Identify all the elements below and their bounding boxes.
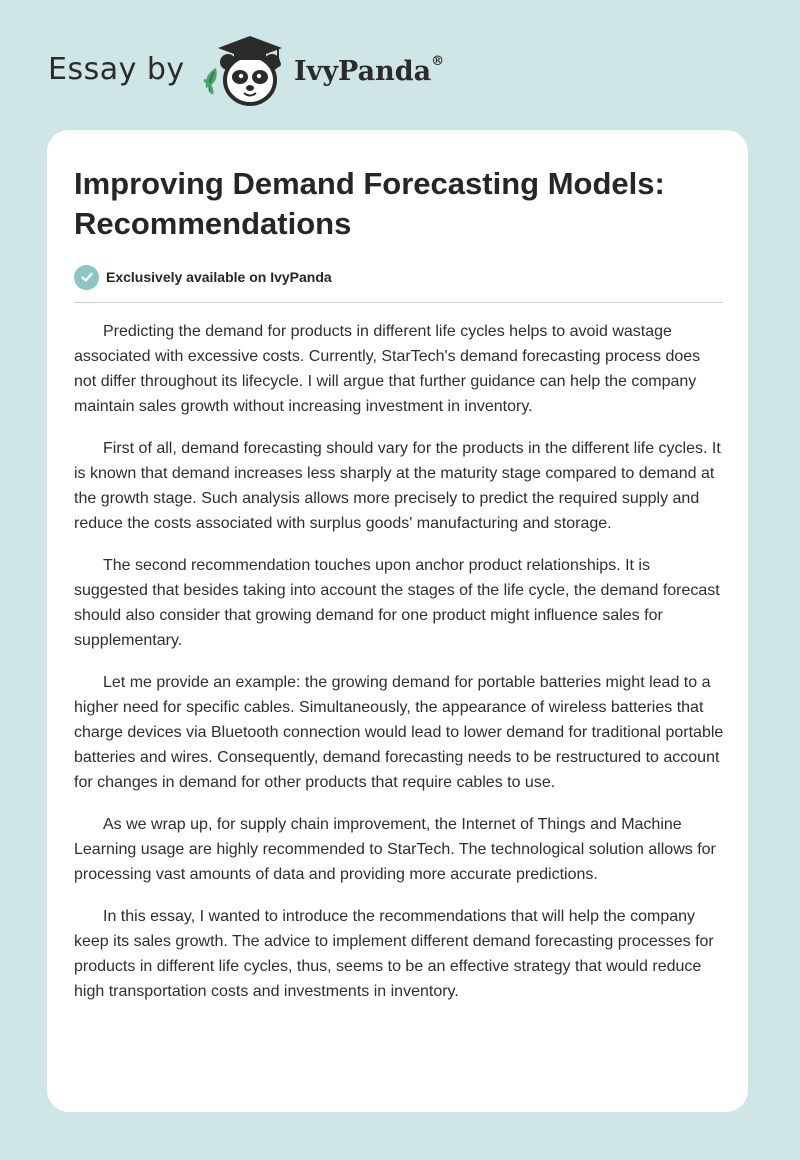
paragraph: Let me provide an example: the growing demand for portable batteries might lead to a higher need for specific cables. Simultaneously, the appearance of wireless batteries that charge devices via Bluetooth connection would lead to lower demand for traditional portable batteries and wires. Consequently, demand forecasting needs to be restructured to account for changes in demand for other products that require cables to use. [74,674,724,791]
paragraph: As we wrap up, for supply chain improvement, the Internet of Things and Machine Learning usage are highly recommended to StarTech. The technological solution allows for processing vast amounts of data and providing more accurate predictions. [74,816,716,883]
essay-body [74,319,726,1021]
divider [74,302,723,303]
site-header [48,30,548,110]
brand-label: IvyPanda [294,56,432,87]
exclusive-badge [74,264,332,290]
paragraph: The second recommendation touches upon anchor product relationships. It is suggested that besides taking into account the stages of the life cycle, the demand forecast should also consider that growing demand for one product might influence sales for supplementary. [74,557,720,649]
check-icon [74,265,99,290]
panda-logo-icon[interactable] [200,30,300,110]
paragraph: First of all, demand forecasting should vary for the products in the different life cycles. It is known that demand increases less sharply at the maturity stage compared to demand at the growth stage. Such analysis allows more precisely to predict the required supply and reduce the costs associated with surplus goods' manufacturing and storage. [74,440,721,532]
essay-title: Improving Demand Forecasting Models: Recommendations [74,166,665,241]
paragraph: In this essay, I wanted to introduce the recommendations that will help the company keep its sales growth. The advice to implement different demand forecasting processes for products in different life cycles, thus, seems to be an effective strategy that would reduce high transportation costs and investments in inventory. [74,908,714,1000]
paragraph: Predicting the demand for products in different life cycles helps to avoid wastage associated with excessive costs. Currently, StarTech's demand forecasting process does not differ throughout its lifecycle. I will argue that further guidance can help the company maintain sales growth without increasing investment in inventory. [74,323,701,415]
registered-mark: ® [431,54,445,69]
brand-name[interactable] [294,56,444,87]
essay-card [47,130,748,1112]
essay-by-label: Essay by [48,52,185,87]
exclusive-badge-label: Exclusively available on IvyPanda [106,269,332,285]
